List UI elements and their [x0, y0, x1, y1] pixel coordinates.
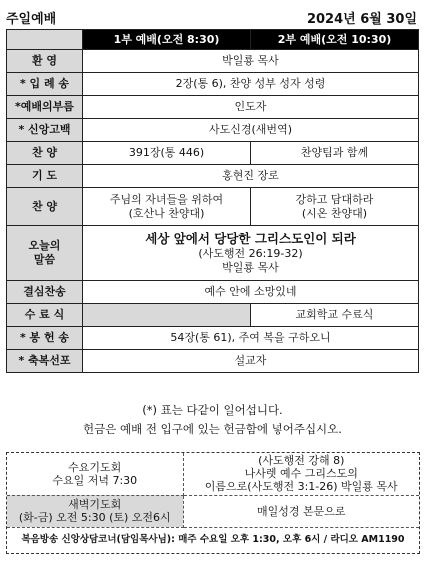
announcement-row-1	[7, 453, 419, 495]
row-invocation	[7, 96, 419, 119]
service-title: 주일예배	[6, 12, 57, 27]
announcement-row-3	[7, 527, 419, 552]
bible-study	[183, 453, 419, 495]
wednesday-prayer	[7, 453, 183, 495]
hymn-label: 찬 양	[7, 142, 83, 165]
opening-value: 2장(통 6), 찬양 성부 성자 성령	[83, 73, 419, 96]
row-creed	[7, 119, 419, 142]
bulletin-header	[6, 6, 417, 26]
hymn-second: 찬양팀과 함께	[251, 142, 419, 165]
row-offering	[7, 327, 419, 350]
second-service-header: 2부 예배(오전 10:30)	[251, 30, 419, 50]
row-benediction	[7, 350, 419, 373]
dawn-prayer-time: (화-금) 오전 5:30 (토) 오전6시	[18, 511, 171, 524]
row-decision	[7, 281, 419, 304]
decision-value: 예수 안에 소망있네	[83, 281, 419, 304]
benediction-label: * 축복선포	[7, 350, 83, 373]
announcements-box	[6, 452, 420, 554]
sermon-value	[83, 226, 419, 281]
choir-second-title: 강하고 담대하라	[295, 192, 374, 206]
sermon-label-line2: 말씀	[33, 253, 56, 266]
announcement-row-2	[7, 495, 419, 527]
welcome-label: 환 영	[7, 50, 83, 73]
broadcast-info: 복음방송 신앙상담코너(담임목사님): 매주 수요일 오후 1:30, 오후 6시 / 라디오 AM1190	[21, 534, 405, 545]
announcements-table	[7, 453, 419, 552]
choir-first-group: (호산나 찬양대)	[128, 206, 205, 220]
row-welcome	[7, 50, 419, 73]
hymn-first: 391장(통 446)	[83, 142, 251, 165]
prayer-label: 기 도	[7, 165, 83, 188]
choir-first	[83, 188, 251, 226]
graduation-first-empty	[83, 304, 251, 327]
sermon-scripture: (사도행전 26:19-32)	[198, 247, 303, 260]
row-hymn	[7, 142, 419, 165]
standing-note: (*) 표는 다같이 일어섭니다.	[142, 403, 283, 417]
dawn-prayer-title: 새벽기도회	[68, 498, 122, 511]
offering-note: 헌금은 예배 전 입구에 있는 헌금함에 넣어주십시오.	[83, 422, 342, 436]
opening-label: * 입 례 송	[7, 73, 83, 96]
graduation-second: 교회학교 수료식	[251, 304, 419, 327]
choir-second	[251, 188, 419, 226]
first-service-header: 1부 예배(오전 8:30)	[83, 30, 251, 50]
row-sermon	[7, 226, 419, 281]
row-graduation	[7, 304, 419, 327]
prayer-value: 홍현진 장로	[83, 165, 419, 188]
wednesday-prayer-title: 수요기도회	[68, 460, 122, 474]
sermon-title: 세상 앞에서 당당한 그리스도인이 되라	[145, 231, 356, 246]
row-opening	[7, 73, 419, 96]
sermon-label-line1: 오늘의	[28, 239, 61, 252]
decision-label: 결심찬송	[7, 281, 83, 304]
choir-label: 찬 양	[7, 188, 83, 226]
corner-cell	[7, 30, 83, 50]
bible-study-detail: 이름으로(사도행전 3:1-26) 박일룡 목사	[204, 480, 398, 494]
creed-label: * 신앙고백	[7, 119, 83, 142]
daily-bible: 매일성경 본문으로	[183, 495, 419, 527]
graduation-label: 수 료 식	[7, 304, 83, 327]
creed-value: 사도신경(새번역)	[83, 119, 419, 142]
sermon-preacher: 박일룡 목사	[222, 261, 279, 274]
sermon-label	[7, 226, 83, 281]
offering-value: 54장(통 61), 주여 복을 구하오니	[83, 327, 419, 350]
order-of-worship-table	[6, 29, 419, 373]
welcome-value: 박일룡 목사	[83, 50, 419, 73]
choir-first-title: 주님의 자녀들을 위하여	[109, 192, 224, 206]
benediction-value: 설교자	[83, 350, 419, 373]
row-prayer	[7, 165, 419, 188]
invocation-label: *예배의부름	[7, 96, 83, 119]
bible-study-series: (사도행전 강해 8)	[258, 454, 345, 468]
row-choir	[7, 188, 419, 226]
bible-study-title: 나사렛 예수 그리스도의	[244, 467, 358, 481]
dawn-prayer	[7, 495, 183, 527]
wednesday-prayer-time: 수요일 저녁 7:30	[52, 473, 138, 487]
offering-label: * 봉 헌 송	[7, 327, 83, 350]
choir-second-group: (시온 찬양대)	[301, 206, 368, 220]
table-header-row	[7, 30, 419, 50]
invocation-value: 인도자	[83, 96, 419, 119]
service-date: 2024년 6월 30일	[306, 12, 417, 27]
